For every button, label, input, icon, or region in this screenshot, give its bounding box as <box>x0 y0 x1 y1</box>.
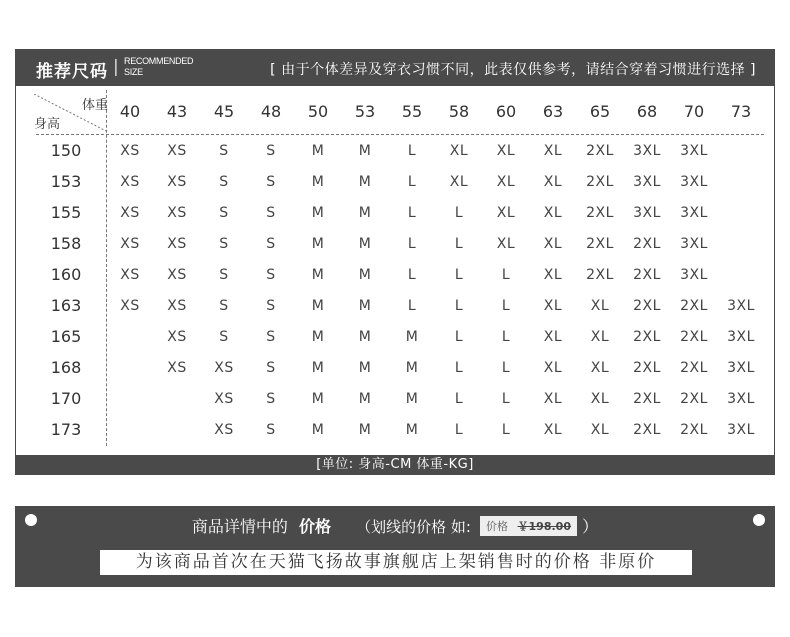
row-divider <box>36 134 764 135</box>
size-cell: S <box>219 205 229 221</box>
size-chart <box>15 49 775 475</box>
height-header-cell: 155 <box>50 203 82 222</box>
size-cell: 2XL <box>586 143 614 159</box>
size-cell: 3XL <box>633 205 661 221</box>
size-cell: XL <box>543 298 563 314</box>
size-cell: XL <box>496 174 516 190</box>
height-header-cell: 158 <box>50 234 82 253</box>
size-cell: XS <box>167 236 187 252</box>
size-cell: 3XL <box>680 267 708 283</box>
weight-header-cell: 40 <box>119 102 141 121</box>
size-cell: XL <box>590 422 610 438</box>
size-cell: XS <box>120 143 140 159</box>
size-cell: 2XL <box>586 205 614 221</box>
height-axis-label: 身高 <box>34 117 61 132</box>
title-separator: | <box>113 57 119 77</box>
size-cell: M <box>405 329 419 345</box>
size-cell: XL <box>543 205 563 221</box>
price-notice-paren: （划线的价格 如: <box>356 518 471 536</box>
weight-header-cell: 53 <box>354 102 376 121</box>
size-cell: L <box>454 360 464 376</box>
size-cell: L <box>407 236 417 252</box>
size-cell: XS <box>167 174 187 190</box>
size-cell: 2XL <box>586 236 614 252</box>
size-cell: XL <box>590 329 610 345</box>
size-cell: S <box>266 205 276 221</box>
size-cell: 2XL <box>680 422 708 438</box>
size-cell: S <box>266 174 276 190</box>
size-cell: M <box>358 236 372 252</box>
size-cell: XS <box>167 298 187 314</box>
size-cell: 2XL <box>680 360 708 376</box>
height-header-cell: 153 <box>50 172 82 191</box>
size-chart-title-en: RECOMMENDED SIZE <box>124 56 194 77</box>
size-cell: L <box>501 329 511 345</box>
size-cell: XS <box>167 143 187 159</box>
size-cell: 3XL <box>680 205 708 221</box>
unit-note: [单位: 身高-CM 体重-KG] <box>15 455 775 475</box>
size-cell: L <box>407 174 417 190</box>
size-cell: M <box>358 267 372 283</box>
price-notice-line <box>15 514 775 537</box>
size-cell: L <box>501 391 511 407</box>
size-cell: S <box>219 298 229 314</box>
size-cell: S <box>266 143 276 159</box>
size-cell: 2XL <box>633 422 661 438</box>
size-cell: XS <box>167 329 187 345</box>
size-cell: M <box>405 360 419 376</box>
size-chart-title: 推荐尺码 <box>36 62 108 82</box>
size-cell: 2XL <box>680 298 708 314</box>
size-cell: L <box>454 391 464 407</box>
size-cell: S <box>266 422 276 438</box>
table-corner-cell <box>34 94 108 132</box>
size-cell: 3XL <box>680 236 708 252</box>
height-header-cell: 170 <box>50 389 82 408</box>
size-cell: M <box>405 391 419 407</box>
size-cell: XL <box>496 236 516 252</box>
size-cell: M <box>405 422 419 438</box>
size-cell: L <box>407 267 417 283</box>
size-cell: S <box>266 267 276 283</box>
size-cell: S <box>219 174 229 190</box>
weight-header-cell: 63 <box>542 102 564 121</box>
size-cell: 3XL <box>727 329 755 345</box>
size-cell: L <box>454 236 464 252</box>
size-cell: XS <box>214 422 234 438</box>
size-cell: 2XL <box>586 267 614 283</box>
size-cell: XS <box>120 236 140 252</box>
size-cell: M <box>358 205 372 221</box>
size-cell: XL <box>543 329 563 345</box>
size-cell: S <box>266 298 276 314</box>
size-cell: 2XL <box>680 391 708 407</box>
size-cell: S <box>219 143 229 159</box>
size-cell: XL <box>590 391 610 407</box>
height-header-cell: 163 <box>50 296 82 315</box>
size-cell: M <box>358 360 372 376</box>
size-cell: 2XL <box>633 360 661 376</box>
size-cell: S <box>266 329 276 345</box>
size-cell: XL <box>590 298 610 314</box>
size-cell: S <box>266 236 276 252</box>
size-cell: L <box>407 205 417 221</box>
size-cell: M <box>358 329 372 345</box>
size-cell: XL <box>543 174 563 190</box>
size-cell: XL <box>590 360 610 376</box>
size-cell: M <box>311 267 325 283</box>
size-cell: M <box>358 298 372 314</box>
size-cell: M <box>311 236 325 252</box>
size-cell: L <box>454 329 464 345</box>
size-cell: XS <box>214 391 234 407</box>
size-cell: 2XL <box>586 174 614 190</box>
height-header-cell: 150 <box>50 141 82 160</box>
size-cell: 3XL <box>680 174 708 190</box>
size-cell: L <box>407 143 417 159</box>
size-cell: L <box>501 267 511 283</box>
weight-header-cell: 70 <box>683 102 705 121</box>
size-cell: M <box>358 174 372 190</box>
height-header-cell: 173 <box>50 420 82 439</box>
size-cell: XL <box>543 391 563 407</box>
size-cell: M <box>358 422 372 438</box>
size-cell: 2XL <box>633 236 661 252</box>
size-cell: 3XL <box>727 298 755 314</box>
size-cell: XL <box>543 267 563 283</box>
size-cell: XS <box>120 205 140 221</box>
weight-header-cell: 60 <box>495 102 517 121</box>
size-cell: S <box>266 360 276 376</box>
size-cell: M <box>358 391 372 407</box>
size-cell: 2XL <box>633 267 661 283</box>
size-cell: M <box>311 329 325 345</box>
weight-header-cell: 58 <box>448 102 470 121</box>
size-cell: M <box>311 298 325 314</box>
size-cell: S <box>219 236 229 252</box>
size-cell: S <box>219 267 229 283</box>
price-notice <box>15 506 775 587</box>
price-notice-prefix: 商品详情中的 <box>191 517 288 536</box>
size-cell: XL <box>543 422 563 438</box>
size-cell: 2XL <box>680 329 708 345</box>
weight-header-cell: 50 <box>307 102 329 121</box>
height-header-cell: 160 <box>50 265 82 284</box>
weight-header-cell: 48 <box>260 102 282 121</box>
weight-header-cell: 55 <box>401 102 423 121</box>
size-cell: 3XL <box>727 360 755 376</box>
size-cell: L <box>454 422 464 438</box>
size-cell: 3XL <box>680 143 708 159</box>
size-cell: S <box>266 391 276 407</box>
size-cell: 2XL <box>633 329 661 345</box>
size-cell: M <box>311 143 325 159</box>
size-cell: XL <box>496 205 516 221</box>
size-cell: XL <box>543 143 563 159</box>
size-cell: XS <box>120 267 140 283</box>
size-cell: XL <box>449 143 469 159</box>
size-cell: L <box>501 422 511 438</box>
size-cell: XS <box>120 174 140 190</box>
size-cell: L <box>454 205 464 221</box>
size-cell: XL <box>496 143 516 159</box>
weight-header-cell: 73 <box>730 102 752 121</box>
size-cell: XS <box>214 360 234 376</box>
size-cell: 2XL <box>633 298 661 314</box>
size-cell: L <box>501 360 511 376</box>
price-notice-paren-close: ） <box>582 517 599 536</box>
size-cell: 3XL <box>727 391 755 407</box>
size-cell: M <box>311 360 325 376</box>
size-cell: XL <box>543 360 563 376</box>
size-cell: M <box>358 143 372 159</box>
weight-header-cell: 45 <box>213 102 235 121</box>
size-cell: XL <box>543 236 563 252</box>
weight-header-cell: 43 <box>166 102 188 121</box>
size-cell: S <box>219 329 229 345</box>
height-header-cell: 165 <box>50 327 82 346</box>
strikethrough-price: ￥198.00 <box>517 520 571 533</box>
size-cell: L <box>407 298 417 314</box>
size-cell: M <box>311 422 325 438</box>
size-cell: 3XL <box>633 174 661 190</box>
price-notice-keyword: 价格 <box>299 517 332 536</box>
height-header-cell: 168 <box>50 358 82 377</box>
weight-header-cell: 68 <box>636 102 658 121</box>
size-chart-header <box>16 50 774 86</box>
size-chart-note: [ 由于个体差异及穿衣习惯不同，此表仅供参考，请结合穿着习惯进行选择 ] <box>270 62 756 78</box>
size-cell: XS <box>120 298 140 314</box>
size-cell: 3XL <box>727 422 755 438</box>
size-cell: M <box>311 174 325 190</box>
weight-header-cell: 65 <box>589 102 611 121</box>
column-divider <box>106 90 107 446</box>
size-cell: L <box>454 298 464 314</box>
price-sample-tag <box>480 516 577 536</box>
size-cell: 3XL <box>633 143 661 159</box>
size-cell: XS <box>167 360 187 376</box>
size-cell: 2XL <box>633 391 661 407</box>
size-cell: XS <box>167 267 187 283</box>
size-cell: L <box>454 267 464 283</box>
size-cell: XS <box>167 205 187 221</box>
size-cell: M <box>311 391 325 407</box>
price-explanation: 为该商品首次在天猫飞扬故事旗舰店上架销售时的价格 非原价 <box>100 550 692 575</box>
size-cell: XL <box>449 174 469 190</box>
size-cell: L <box>501 298 511 314</box>
size-cell: M <box>311 205 325 221</box>
price-sample-label: 价格 <box>486 520 509 533</box>
weight-axis-label: 体重 <box>81 98 108 113</box>
